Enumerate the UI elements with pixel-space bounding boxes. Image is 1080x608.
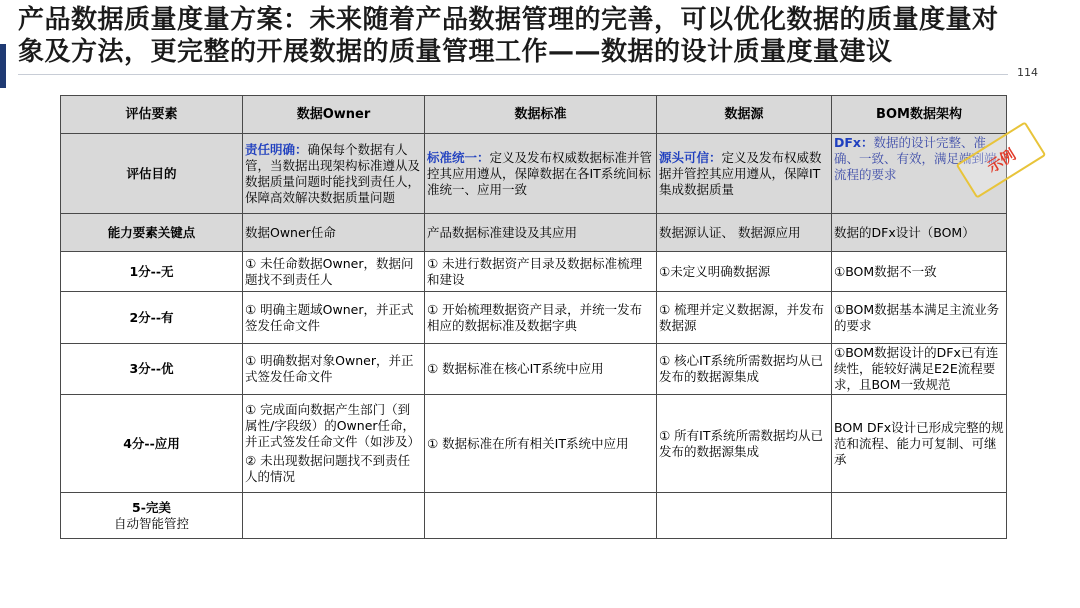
level-2-source-cell: ① 梳理并定义数据源，并发布数据源 — [657, 292, 832, 344]
level-1-standard-cell: ① 未进行数据资产目录及数据标准梳理和建设 — [425, 252, 657, 292]
purpose-owner-lead: 责任明确： — [245, 141, 308, 157]
purpose-standard-cell — [425, 134, 657, 214]
row-label-level-2: 2分--有 — [61, 292, 243, 344]
level-4-bom-cell: BOM DFx设计已形成完整的规范和流程、能力可复制、可继承 — [832, 395, 1007, 493]
purpose-source-lead: 源头可信： — [659, 149, 722, 165]
purpose-standard-lead: 标准统一： — [427, 149, 490, 165]
level-3-source-cell: ① 核心IT系统所需数据均从已发布的数据源集成 — [657, 344, 832, 395]
table-row-key-points — [61, 214, 1007, 252]
assessment-table — [60, 95, 1007, 539]
row-label-purpose: 评估目的 — [61, 134, 243, 214]
title-divider — [18, 74, 1008, 75]
purpose-owner-cell — [243, 134, 425, 214]
row-label-level-3: 3分--优 — [61, 344, 243, 395]
column-header-owner: 数据Owner — [243, 96, 425, 134]
example-stamp-text: 示例 — [984, 145, 1019, 177]
level-4-owner-item-1: ① 完成面向数据产生部门（到属性/字段级）的Owner任命，并正式签发任命文件（如涉及） — [245, 402, 421, 449]
title-accent-bar — [0, 44, 6, 88]
level-5-bom-cell — [832, 493, 1007, 539]
level-5-label: 5-完美 — [132, 499, 171, 515]
table-row-level-1 — [61, 252, 1007, 292]
key-points-source-cell: 数据源认证、 数据源应用 — [657, 214, 832, 252]
table-row-level-2 — [61, 292, 1007, 344]
column-header-source: 数据源 — [657, 96, 832, 134]
key-points-owner-cell: 数据Owner任命 — [243, 214, 425, 252]
purpose-bom-body: 数据的设计完整、准确、一致、有效，满足端到端流程的要求 — [834, 135, 997, 182]
level-5-sublabel: 自动智能管控 — [113, 515, 189, 531]
row-label-level-4: 4分--应用 — [61, 395, 243, 493]
purpose-source-cell — [657, 134, 832, 214]
purpose-source-body: 定义及发布权威数据并管控其应用遵从，保障IT集成数据质量 — [659, 149, 822, 197]
purpose-bom-lead: DFx： — [834, 135, 874, 150]
level-4-owner-item-2: ② 未出现数据问题找不到责任人的情况 — [245, 453, 411, 484]
level-4-owner-cell — [243, 395, 425, 493]
level-1-source-cell: ①未定义明确数据源 — [657, 252, 832, 292]
key-points-bom-cell: 数据的DFx设计（BOM） — [832, 214, 1007, 252]
level-2-bom-cell: ①BOM数据基本满足主流业务的要求 — [832, 292, 1007, 344]
column-header-bom: BOM数据架构 — [832, 96, 1007, 134]
level-5-standard-cell — [425, 493, 657, 539]
level-1-bom-cell: ①BOM数据不一致 — [832, 252, 1007, 292]
key-points-standard-cell: 产品数据标准建设及其应用 — [425, 214, 657, 252]
row-label-key-points: 能力要素关键点 — [61, 214, 243, 252]
purpose-owner-body: 确保每个数据有人管，当数据出现架构标准遵从及数据质量问题时能找到责任人，保障高效解决数据质量问题 — [245, 141, 421, 205]
level-3-standard-cell: ① 数据标准在核心IT系统中应用 — [425, 344, 657, 395]
level-2-owner-cell: ① 明确主题域Owner，并正式签发任命文件 — [243, 292, 425, 344]
level-4-standard-cell: ① 数据标准在所有相关IT系统中应用 — [425, 395, 657, 493]
page-number: 114 — [1017, 66, 1038, 79]
level-3-bom-cell: ①BOM数据设计的DFx已有连续性，能较好满足E2E流程要求，且BOM一致规范 — [832, 344, 1007, 395]
row-label-level-5 — [61, 493, 243, 539]
table-row-level-4 — [61, 395, 1007, 493]
table-row-level-3 — [61, 344, 1007, 395]
level-5-owner-cell — [243, 493, 425, 539]
level-3-owner-cell: ① 明确数据对象Owner，并正式签发任命文件 — [243, 344, 425, 395]
row-label-level-1: 1分--无 — [61, 252, 243, 292]
table-row-purpose — [61, 134, 1007, 214]
table-header-row — [61, 96, 1007, 134]
purpose-standard-body: 定义及发布权威数据标准并管控其应用遵从，保障数据在各IT系统间标准统一、应用一致 — [427, 149, 653, 197]
level-4-source-cell: ① 所有IT系统所需数据均从已发布的数据源集成 — [657, 395, 832, 493]
table-row-level-5 — [61, 493, 1007, 539]
column-header-element: 评估要素 — [61, 96, 243, 134]
column-header-standard: 数据标准 — [425, 96, 657, 134]
level-5-source-cell — [657, 493, 832, 539]
level-2-standard-cell: ① 开始梳理数据资产目录，并统一发布相应的数据标准及数据字典 — [425, 292, 657, 344]
level-1-owner-cell: ① 未任命数据Owner，数据问题找不到责任人 — [243, 252, 425, 292]
page-title: 产品数据质量度量方案：未来随着产品数据管理的完善，可以优化数据的质量度量对象及方法，更完整的开展数据的质量管理工作——数据的设计质量度量建议 — [18, 5, 999, 67]
